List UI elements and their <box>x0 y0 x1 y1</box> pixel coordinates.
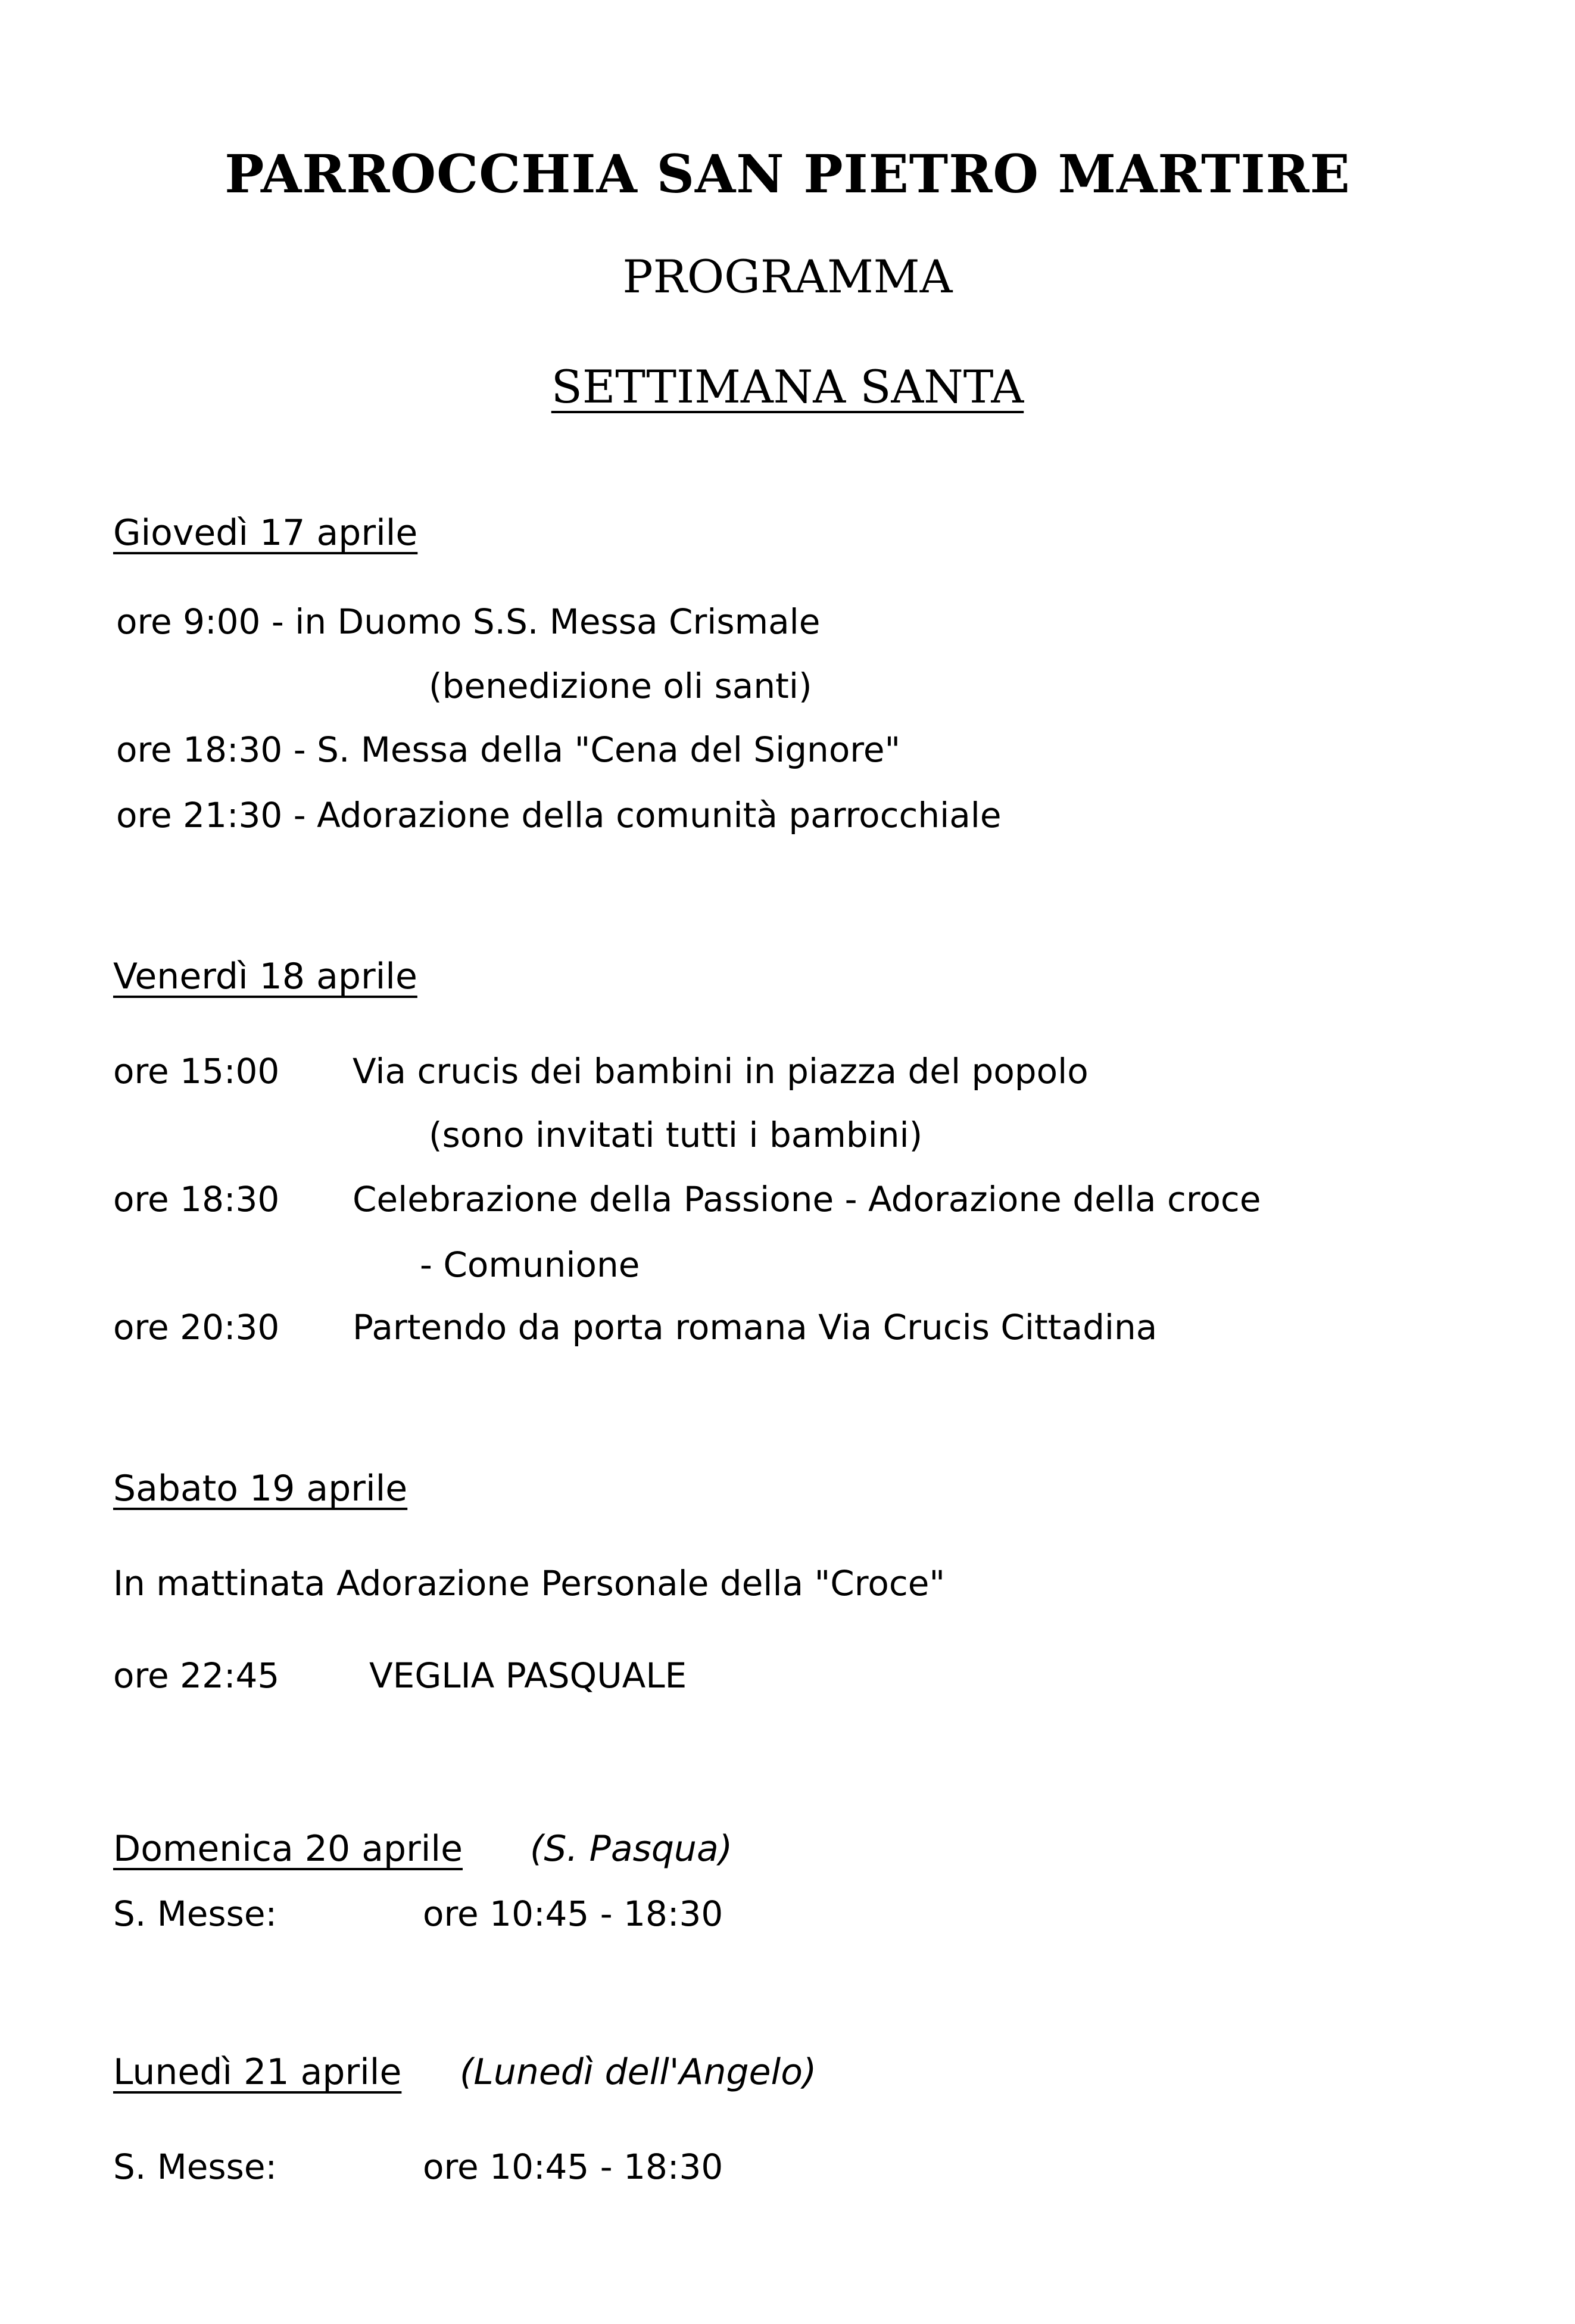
thursday-event-3: ore 21:30 - Adorazione della comunità parrocchiale <box>116 795 1002 835</box>
friday-event-2-continued: - Comunione <box>420 1244 640 1285</box>
day-heading-thursday: Giovedì 17 aprile <box>113 512 418 554</box>
friday-event-3: Partendo da porta romana Via Crucis Cittadina <box>353 1307 1158 1347</box>
saturday-event-2: VEGLIA PASQUALE <box>369 1655 687 1696</box>
thursday-event-1: ore 9:00 - in Duomo S.S. Messa Crismale <box>116 601 821 642</box>
holy-week-heading <box>0 360 1575 413</box>
holy-week-heading-text: SETTIMANA SANTA <box>551 360 1024 413</box>
monday-masses-times: ore 10:45 - 18:30 <box>423 2147 723 2187</box>
day-heading-saturday: Sabato 19 aprile <box>113 1468 408 1509</box>
monday-masses-label: S. Messe: <box>113 2147 277 2187</box>
day-heading-friday: Venerdì 18 aprile <box>113 956 417 997</box>
sunday-masses-label: S. Messe: <box>113 1893 277 1934</box>
friday-time-2: ore 18:30 <box>113 1179 280 1219</box>
saturday-time-1: ore 22:45 <box>113 1655 280 1696</box>
friday-event-1-note: (sono invitati tutti i bambini) <box>429 1115 923 1155</box>
friday-time-3: ore 20:30 <box>113 1307 280 1347</box>
sunday-note: (S. Pasqua) <box>530 1828 733 1870</box>
sunday-masses-times: ore 10:45 - 18:30 <box>423 1893 723 1934</box>
saturday-event-1: In mattinata Adorazione Personale della "Croce" <box>113 1563 946 1604</box>
friday-time-1: ore 15:00 <box>113 1051 280 1091</box>
parish-title: PARROCCHIA SAN PIETRO MARTIRE <box>224 143 1351 205</box>
thursday-event-2: ore 18:30 - S. Messa della "Cena del Signore" <box>116 729 901 770</box>
day-heading-monday: Lunedì 21 aprile <box>113 2051 402 2093</box>
friday-event-1: Via crucis dei bambini in piazza del popolo <box>353 1051 1089 1091</box>
thursday-event-1-note: (benedizione oli santi) <box>429 666 812 706</box>
monday-note: (Lunedì dell'Angelo) <box>460 2051 817 2093</box>
program-heading: PROGRAMMA <box>622 250 953 303</box>
friday-event-2: Celebrazione della Passione - Adorazione della croce <box>353 1179 1261 1219</box>
day-heading-sunday: Domenica 20 aprile <box>113 1828 463 1870</box>
